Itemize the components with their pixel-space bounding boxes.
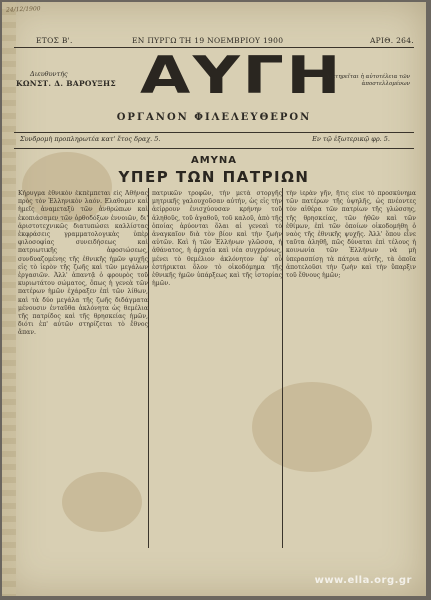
newspaper-title: ΑΥΓΗ xyxy=(140,46,344,106)
newspaper-page xyxy=(2,2,426,596)
article-kicker: ΑΜΥΝΑ xyxy=(190,155,238,166)
article-column-2: πατρικῶν τροφῶν, τὴν μετὰ στοργῆς μητρικῆς γαλουχοῦσαν αὐτήν, ὡς εἰς τὴν ἀείρρουν ἐνισχύουσαν κρήνην τοῦ ἀληθοῦς, τοῦ ἀγαθοῦ, τοῦ καλοῦ, ἀπὸ τῆς ὁποίας ἀρύονται ὅλαι αἱ γενεαὶ τὸ ἀναγκαῖον διὰ τὸν βίον καὶ τὴν ζωὴν αὐτῶν. Καὶ ἡ τῶν Ἑλλήνων γλῶσσα, ἡ ἀθάνατος, ἡ ἀρχαία καὶ νέα συγχρόνως, μένει τὸ θεμέλιον ἀκλόνητον ἐφ' οὗ ἐστήρικται ὅλον τὸ οἰκοδόμημα τῆς ἐθνικῆς ἡμῶν ὑπάρξεως καὶ τῆς ἱστορίας ἡμῶν. xyxy=(152,190,282,288)
manuscript-note: 24/12/1900 xyxy=(5,5,41,14)
director-name: ΚΩΝΣΤ. Δ. ΒΑΡΟΥΞΗΣ xyxy=(16,79,116,88)
article-headline: ΥΠΕΡ ΤΩΝ ΠΑΤΡΙΩΝ xyxy=(118,168,310,186)
column-divider xyxy=(148,188,149,548)
masthead-note: Διατηρεῖται ἡ αὐτοτέλεια τῶν ἀποστελλομένων xyxy=(325,74,410,88)
issue-number: ΑΡΙΘ. 264. xyxy=(369,36,414,45)
article-column-3: τὴν ἱερὰν γῆν, ἥτις εἶνε τὸ προσκύνημα τῶν πατέρων τῆς ὑψηλῆς, ὡς πνέοντες τὸν αἰθέρα τῶν πατρίων τῆς γλώσσης, τῆς θρησκείας, τῶν ἠθῶν καὶ τῶν ἐθίμων, ἐπὶ τῶν ὁποίων οἰκοδομήθη ὁ ναὸς τῆς ἐθνικῆς ψυχῆς. Ἀλλ' ὅπου εἶνε ταῦτα ἀληθῆ, πῶς δύναται ἐπὶ τέλους ἡ κοινωνία τῶν Ἑλλήνων νὰ μὴ ὑπερασπίσῃ τὰ πάτρια αὐτῆς, τὰ ὁποῖα ἀποτελοῦσι τὴν ζωὴν καὶ τὴν ὕπαρξιν τοῦ ἔθνους ἡμῶν; xyxy=(286,190,416,280)
subscription-line xyxy=(14,135,414,146)
subscription-domestic: Συνδρομὴ προπληρωτέα κατ' ἔτος δραχ. 5. xyxy=(20,135,161,143)
watermark: www.ella.org.gr xyxy=(314,575,412,586)
director-label: Διευθυντής xyxy=(30,70,68,78)
header-line xyxy=(14,36,414,46)
newspaper-subtitle: ΟΡΓΑΝΟΝ ΦΙΛΕΛΕΥΘΕΡΟΝ xyxy=(116,112,312,123)
masthead xyxy=(2,48,426,118)
article-column-1: Κήρυγμα ἐθνικὸν ἐκπέμπεται εἰς Ἀθήνας πρὸς τὸν Ἑλληνικὸν λαόν. Ελαθομεν καὶ ἡμεῖς ἀναμεταξὺ τῶν ἀνθρώπων καὶ ἐκοπιάσαμεν τῶν ὀρθοδόξων ἐννοιῶν, δι' ἀριστοτεχνικῶς διατυπώσει καλλίστας ἐκφράσεις γραμματολογικὰς ὑπὲρ φιλοσοφίας συνειδήσεως καὶ πατριωτικῆς ἀφοσιώσεως, συνδυαζομένης τῆς ἐθνικῆς ἡμῶν ψυχῆς εἰς τὸ ἱερὸν τῆς ζωῆς καὶ τῶν μεγάλων ἐργασιῶν. Ἀλλ' ἀπαντᾷ ὁ φρουρὸς τοῦ κυριωτάτου σώματος, ὅπως ἡ γενεὰ τῶν πατέρων ἡμῶν ἐχάραξεν ἐπὶ τῶν λίθων, καὶ τὰ δύο μεγάλα τῆς ζωῆς διδάγματα μένουσιν ἐνταῦθα ἀκλόνητα ὡς θεμέλια τῆς πατρίδος καὶ τῆς θρησκείας ἡμῶν, διότι ἐπ' αὐτῶν στηρίζεται τὸ ἔθνος ἅπαν. xyxy=(18,190,148,337)
column-divider xyxy=(282,188,283,548)
dateline: ΕΝ ΠΥΡΓΩ ΤΗ 19 ΝΟΕΜΒΡΙΟΥ 1900 xyxy=(132,36,284,45)
subtitle-rule xyxy=(14,132,414,133)
subscription-abroad: Εν τῷ ἐξωτερικῷ φρ. 5. xyxy=(312,135,390,143)
subscription-rule xyxy=(14,148,414,149)
year: ΕΤΟΣ Β'. xyxy=(36,36,73,45)
